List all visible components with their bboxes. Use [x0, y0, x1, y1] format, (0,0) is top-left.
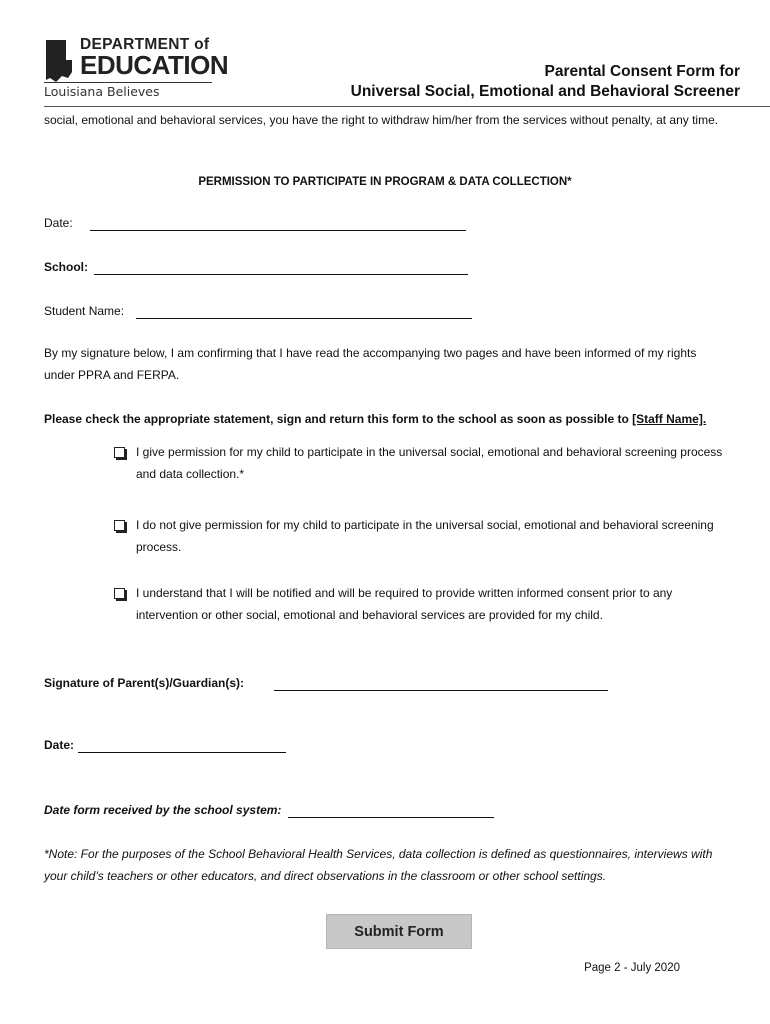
signature-date-field[interactable] — [78, 752, 286, 753]
submit-form-button[interactable]: Submit Form — [326, 914, 472, 949]
note-paragraph: *Note: For the purposes of the School Behavioral Health Services, data collection is defined as questionnaires, interviews with your child’s teachers or other educators, and direct observations in the classroom or other school settings. — [44, 847, 713, 883]
signature-label: Signature of Parent(s)/Guardian(s): — [44, 676, 245, 690]
option-2-text: I do not give permission for my child to participate in the universal social, emotional and behavioral screening process. — [136, 518, 714, 554]
logo-line-1: DEPARTMENT of — [80, 36, 210, 53]
form-title-line-2: Universal Social, Emotional and Behavioral Screener — [350, 83, 740, 100]
option-2 — [114, 514, 724, 558]
checkbox-give-permission[interactable] — [114, 447, 125, 458]
staff-name: [Staff Name]. — [632, 412, 707, 426]
instruction-line — [44, 412, 706, 426]
doe-logo — [44, 36, 229, 100]
date-label: Date: — [44, 216, 73, 230]
checkbox-understand[interactable] — [114, 588, 125, 599]
received-date-field[interactable] — [288, 817, 494, 818]
section-heading: PERMISSION TO PARTICIPATE IN PROGRAM & DATA COLLECTION* — [198, 176, 572, 188]
header-divider — [44, 106, 770, 107]
page-footer: Page 2 - July 2020 — [584, 962, 680, 974]
form-title — [351, 62, 740, 102]
logo-tagline: Louisiana Believes — [44, 82, 212, 99]
school-field[interactable] — [94, 274, 468, 275]
instruction-text: Please check the appropriate statement, sign and return this form to the school as soon as possible to — [44, 412, 633, 426]
form-title-line-1: Parental Consent Form for — [544, 63, 740, 80]
logo-line-2: EDUCATION — [80, 50, 229, 80]
student-name-label: Student Name: — [44, 304, 125, 318]
date-field[interactable] — [90, 230, 466, 231]
intro-paragraph: social, emotional and behavioral services, you have the right to withdraw him/her from the services without penalty, at any time. — [44, 113, 719, 127]
signature-field[interactable] — [274, 690, 608, 691]
option-3 — [114, 582, 724, 626]
received-date-label: Date form received by the school system: — [44, 803, 282, 817]
louisiana-state-icon — [44, 38, 74, 84]
checkbox-deny-permission[interactable] — [114, 520, 125, 531]
confirmation-paragraph: By my signature below, I am confirming that I have read the accompanying two pages and have been informed of my rights under PPRA and FERPA. — [44, 346, 697, 382]
option-1 — [114, 441, 724, 485]
school-label: School: — [44, 260, 88, 274]
option-3-text: I understand that I will be notified and will be required to provide written informed consent prior to any intervention or other social, emotional and behavioral services are provided for my child. — [136, 586, 673, 622]
student-name-field[interactable] — [136, 318, 472, 319]
signature-date-label: Date: — [44, 738, 75, 752]
option-1-text: I give permission for my child to participate in the universal social, emotional and behavioral screening process and data collection.* — [136, 445, 723, 481]
